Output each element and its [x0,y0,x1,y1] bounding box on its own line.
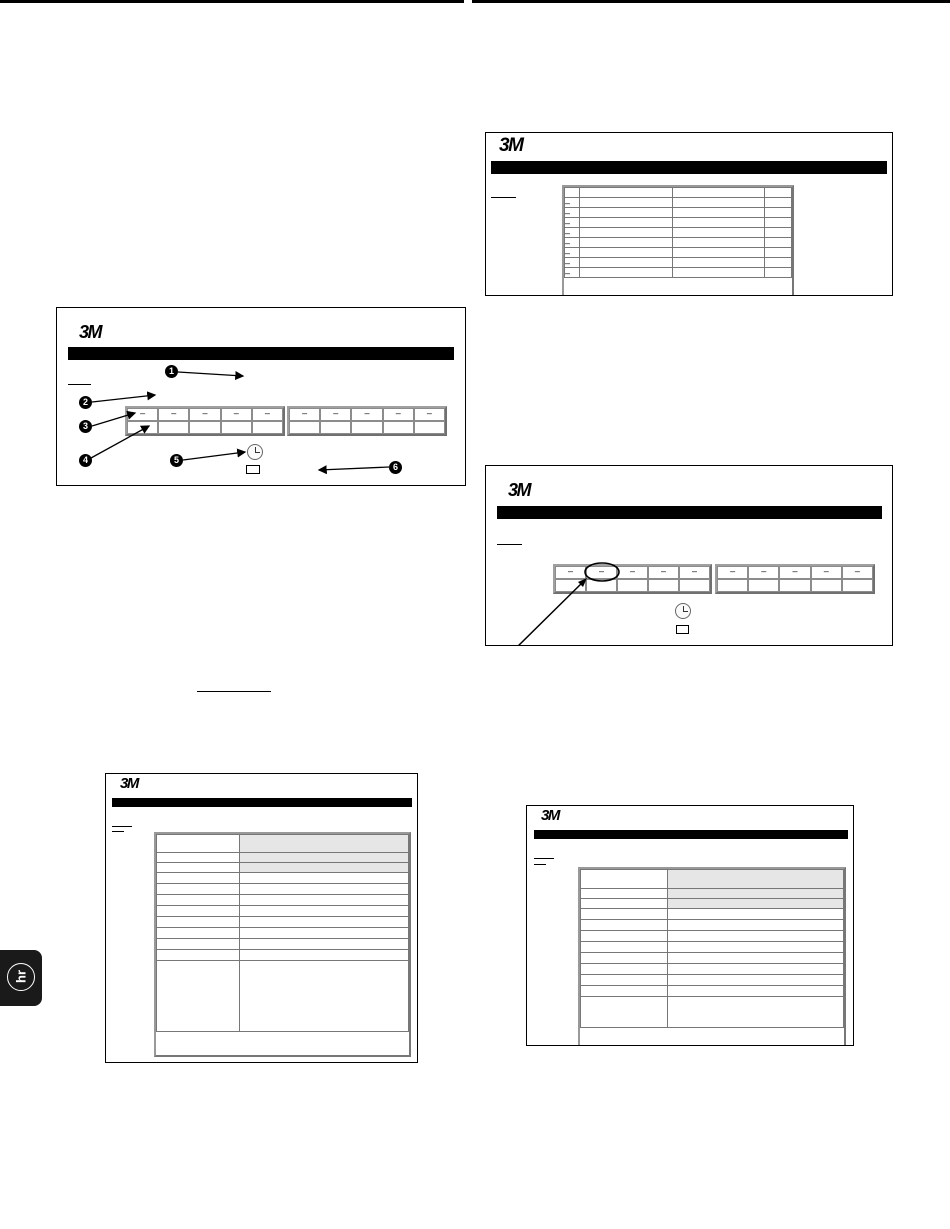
table-row[interactable] [565,218,792,228]
row-marker: – [565,268,580,278]
nav-link-underline[interactable] [534,864,546,865]
brand-logo: 3M [541,807,559,824]
form-header-row [581,870,844,889]
table-row[interactable] [565,208,792,218]
table-row[interactable] [565,248,792,258]
form-row[interactable] [157,853,409,863]
grid-button-highlighted[interactable]: – [586,566,617,579]
form-row[interactable] [581,909,844,920]
grid-button[interactable]: – [320,408,351,421]
grid-button[interactable]: – [252,408,283,421]
nav-link-underline[interactable] [112,831,124,832]
grid-button[interactable]: – [127,408,158,421]
grid-button[interactable]: – [189,408,220,421]
screen-table-list [485,132,893,296]
screen-annotated-buttons [56,307,466,486]
form-row[interactable] [157,863,409,873]
form-table [578,867,846,1046]
callout-arrows [57,308,466,486]
form-row[interactable] [581,953,844,964]
form-row[interactable] [581,931,844,942]
grid-button[interactable]: – [748,566,779,579]
form-row[interactable] [157,895,409,906]
nav-link-underline[interactable] [534,858,554,859]
language-tab [0,950,42,1006]
form-row-multiline[interactable] [157,961,409,1032]
grid-button[interactable]: – [383,408,414,421]
brand-logo: 3M [508,480,531,500]
form-row[interactable] [157,884,409,895]
screen-highlighted-button [485,465,893,646]
form-row[interactable] [581,942,844,953]
grid-button[interactable]: – [717,566,748,579]
row-marker: – [565,218,580,228]
grid-button[interactable]: – [679,566,710,579]
form-row[interactable] [157,928,409,939]
highlight-ellipse-and-pointer [486,466,893,646]
screen-form-right [526,805,854,1046]
form-row[interactable] [157,917,409,928]
form-row-multiline[interactable] [581,997,844,1028]
table-row[interactable] [565,268,792,278]
callout-marker-5: 5 [170,454,183,467]
brand-logo: 3M [120,775,138,792]
form-row[interactable] [157,950,409,961]
grid-button[interactable]: – [158,408,189,421]
row-marker: – [565,208,580,218]
form-row[interactable] [581,889,844,899]
callout-marker-3: 3 [79,420,92,433]
row-marker: – [565,258,580,268]
callout-marker-2: 2 [79,396,92,409]
grid-button[interactable]: – [289,408,320,421]
form-row[interactable] [157,939,409,950]
form-row[interactable] [581,975,844,986]
form-row[interactable] [581,964,844,975]
table-header-row [565,188,792,198]
data-table [562,185,794,296]
top-rule [0,0,950,3]
callout-marker-6: 6 [389,461,402,474]
table-row[interactable] [565,258,792,268]
row-marker: – [565,198,580,208]
header-bar [491,161,887,174]
grid-button[interactable]: – [414,408,445,421]
header-bar [534,830,848,839]
row-marker: – [565,238,580,248]
form-row[interactable] [581,920,844,931]
grid-button[interactable]: – [351,408,382,421]
table-row[interactable] [565,238,792,248]
screen-form-left [105,773,418,1063]
grid-button[interactable]: – [811,566,842,579]
grid-button[interactable]: – [779,566,810,579]
form-row[interactable] [157,873,409,884]
brand-logo: 3M [499,135,523,156]
callout-marker-1: 1 [165,365,178,378]
table-row[interactable] [565,198,792,208]
form-row[interactable] [581,899,844,909]
language-tab-label: hr [13,970,29,983]
form-row[interactable] [157,906,409,917]
form-row[interactable] [581,986,844,997]
brand-logo: 3M [79,322,102,342]
grid-button[interactable]: – [617,566,648,579]
nav-link-underline[interactable] [491,197,516,198]
grid-button[interactable]: – [555,566,586,579]
reference-underline [197,691,271,692]
header-bar [112,798,412,807]
form-table [154,832,411,1057]
row-marker: – [565,248,580,258]
callout-marker-4: 4 [79,454,92,467]
table-row[interactable] [565,228,792,238]
row-marker: – [565,228,580,238]
form-header-row [157,835,409,853]
nav-link-underline[interactable] [112,826,132,827]
grid-button[interactable]: – [842,566,873,579]
grid-button[interactable]: – [221,408,252,421]
grid-button[interactable]: – [648,566,679,579]
